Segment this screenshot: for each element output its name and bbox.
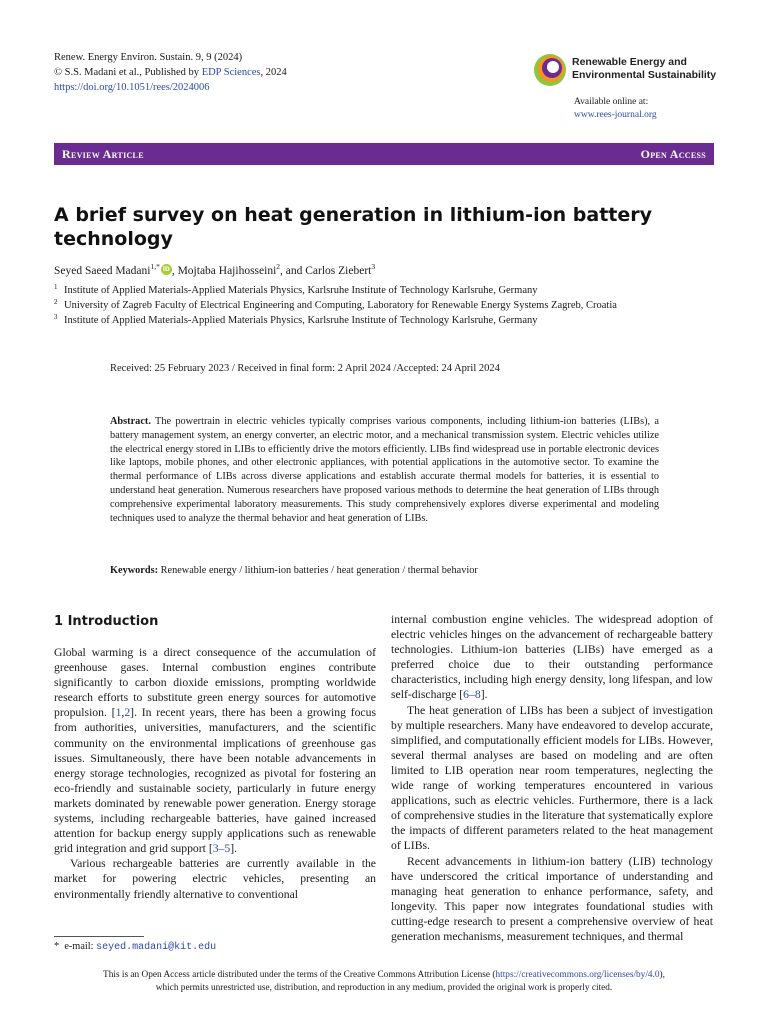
copyright-line: © S.S. Madani et al., Published by EDP Sciences, 2024 bbox=[54, 67, 287, 78]
author-list: Seyed Saeed Madani$^{1,*}$iD , Mojtaba Hajihosseini$^2$, and Carlos Ziebert$^3$ bbox=[54, 262, 375, 277]
citation-link[interactable]: 6–8 bbox=[463, 688, 481, 702]
affiliations bbox=[54, 283, 724, 328]
article-title: A brief survey on heat generation in lithium-ion battery technology bbox=[54, 204, 652, 250]
license-link[interactable]: https://creativecommons.org/licenses/by/4.0 bbox=[495, 970, 660, 980]
paragraph: The heat generation of LIBs has been a subject of investigation by multiple researchers. Many have endeavored to develop accurate, simplified, and computationally efficient models for LIBs. However, several thermal analyses are based on modeling and are often limited to LIB operation near room temperatures, neglecting the wide range of working temperatures encountered in various applications, such as electric vehicles. Furthermore, there is a lack of comprehensive studies in the literature that systematically explore the impacts of different parameters related to the heat management of LIBs. bbox=[391, 703, 713, 853]
section-heading: 1 Introduction bbox=[54, 614, 159, 629]
citation-block bbox=[54, 50, 287, 95]
keywords bbox=[110, 565, 478, 576]
body-column-right bbox=[391, 612, 713, 944]
author-name[interactable]: , and Carlos Ziebert bbox=[280, 264, 372, 277]
article-type: Review Article bbox=[62, 147, 144, 161]
citation-link[interactable]: 1 bbox=[115, 706, 122, 720]
orcid-icon[interactable] bbox=[161, 264, 172, 275]
abstract bbox=[110, 415, 659, 525]
journal-line: Renew. Energy Environ. Sustain. 9, 9 (2024) bbox=[54, 52, 243, 63]
paragraph: Recent advancements in lithium-ion battery (LIB) technology have underscored the critical importance of understanding and managing heat generation to enhance performance, safety, and longevity. This paper now integrates foundational studies with cutting-edge research to present a comprehensive overview of heat generation mechanisms, measurement techniques, and thermal bbox=[391, 854, 713, 943]
keywords-text: Renewable energy / lithium-ion batteries / heat generation / thermal behavior bbox=[160, 565, 478, 576]
doi-link[interactable]: https://doi.org/10.1051/rees/2024006 bbox=[54, 82, 210, 93]
citation-link[interactable]: 2 bbox=[124, 706, 131, 720]
author-name[interactable]: Seyed Saeed Madani bbox=[54, 264, 151, 277]
license-notice: This is an Open Access article distributed under the terms of the Creative Commons Attribution License (https://creativecommons.org/licenses/by/4.0), which permits unrestricted use, distribution, and reproduction in any medium, provided the original work is properly cited. bbox=[103, 970, 665, 993]
footnote: * e-mail: seyed.madani@kit.edu bbox=[54, 941, 217, 953]
paragraph: Global warming is a direct consequence of the accumulation of greenhouse gases. Internal combustion engines contribute significantly to carbon dioxide emissions, prompting worldwide research efforts to substitute green energy sources for automotive propulsion. [1,2]. In recent years, there has been a growing focus from authorities, universities, manufacturers, and the scientific community on the environmental implications of greenhouse gas issues. Simultaneously, there have been notable advancements in energy storage technologies, recognized as pivotal for fostering an eco-friendly and sustainable society, particularly in future energy markets dominated by renewable power generation. Energy storage systems, including rechargeable batteries, have gained increased attention for backup energy supply applications such as renewable grid integration and grid support [3–5]. bbox=[54, 646, 376, 856]
article-type-banner bbox=[54, 143, 714, 165]
article-dates: Received: 25 February 2023 / Received in final form: 2 April 2024 /Accepted: 24 April 2024 bbox=[110, 363, 500, 374]
body-column-left bbox=[54, 645, 376, 902]
author-name[interactable]: , Mojtaba Hajihosseini bbox=[171, 264, 277, 277]
journal-logo-text: Renewable Energy and Environmental Sustainability bbox=[572, 56, 717, 81]
abstract-label: Abstract. bbox=[110, 416, 151, 427]
citation-link[interactable]: 3–5 bbox=[212, 842, 231, 856]
footnote-divider bbox=[54, 936, 144, 937]
keywords-label: Keywords: bbox=[110, 565, 159, 576]
open-access-label: Open Access bbox=[640, 147, 706, 161]
abstract-text: The powertrain in electric vehicles typically comprises various components, including lithium-ion batteries (LIBs), a battery management system, an energy converter, an electric motor, and a mechanical transmission system. Electric vehicles utilize the electrical energy stored in LIBs to efficiently drive the motors efficiently. LIBs find widespread use in portable electronic devices like laptops, mobile phones, and other electronic appliances, with potential applications in the automotive sector. To examine the thermal performance of LIBs across diverse applications and establish accurate thermal models for batteries, it is essential to understand heat generation. Numerous researchers have proposed various methods to determine the heat generation of LIBs through comprehensive experimental laboratory measurements. This study comprehensively explores diverse experimental and modeling techniques used to analyze the thermal behavior and heat generation of LIBs. bbox=[110, 416, 659, 524]
journal-logo bbox=[532, 50, 722, 90]
paragraph: Various rechargeable batteries are currently available in the market for powering electric vehicles, presenting an environmentally friendly alternative to conventional bbox=[54, 857, 376, 901]
affiliation-item: 2 University of Zagreb Faculty of Electrical Engineering and Computing, Laboratory for Renewable Energy Systems Zagreb, Croatia bbox=[54, 298, 617, 311]
journal-website-link[interactable]: www.rees-journal.org bbox=[574, 110, 657, 120]
affiliation-item: 1 Institute of Applied Materials-Applied Materials Physics, Karlsruhe Institute of Technology Karlsruhe, Germany bbox=[54, 283, 538, 296]
publisher-link[interactable]: EDP Sciences bbox=[201, 67, 261, 78]
email-link[interactable]: seyed.madani@kit.edu bbox=[96, 942, 217, 953]
journal-logo-icon bbox=[532, 52, 568, 88]
available-online: Available online at: www.rees-journal.org bbox=[574, 97, 657, 120]
affiliation-item: 3 Institute of Applied Materials-Applied Materials Physics, Karlsruhe Institute of Technology Karlsruhe, Germany bbox=[54, 313, 538, 326]
paragraph: internal combustion engine vehicles. The widespread adoption of electric vehicles hinges on the advancement of rechargeable battery technologies. Lithium-ion batteries (LIBs) have emerged as a preferred choice due to their outstanding performance characteristics, including high energy density, long lifespan, and low self-discharge [6–8]. bbox=[391, 613, 713, 702]
